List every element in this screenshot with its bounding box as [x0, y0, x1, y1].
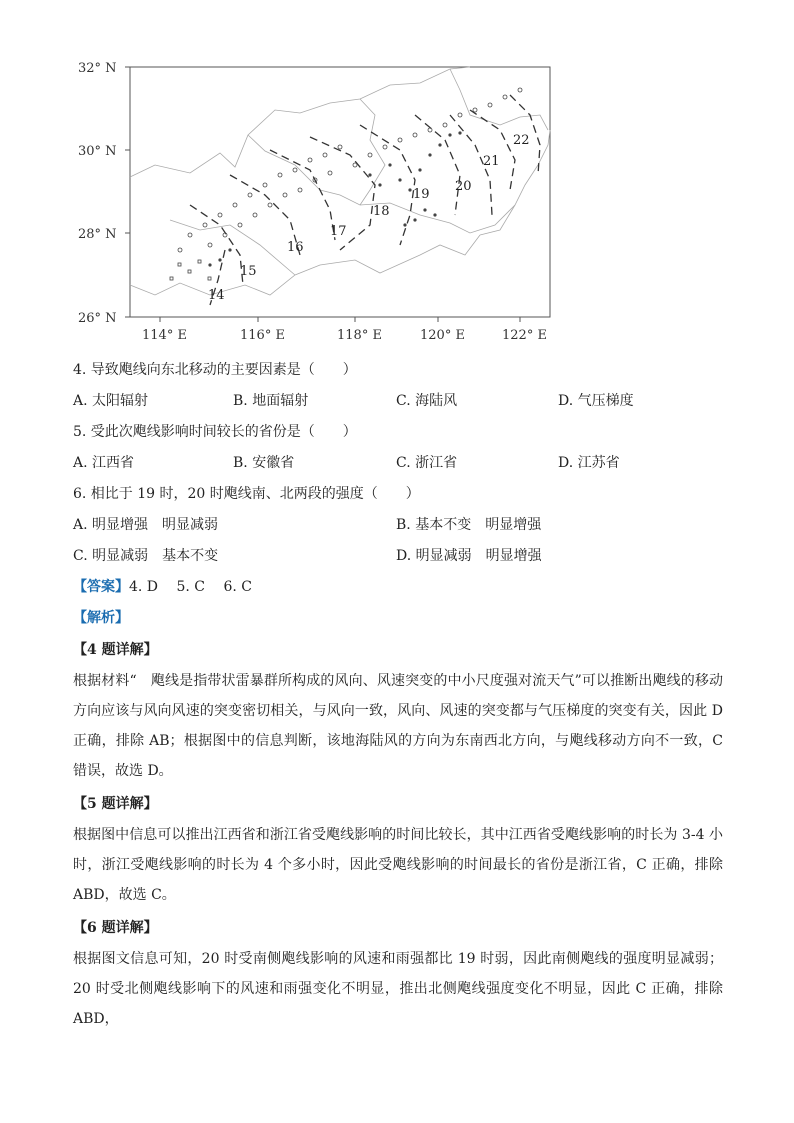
q5-stem: 5. 受此次飑线影响时间较长的省份是（ ）	[73, 424, 357, 440]
lat-label: 32° N	[78, 61, 117, 76]
lat-label: 28° N	[78, 227, 117, 242]
lat-label: 30° N	[78, 144, 117, 159]
answer-line	[73, 577, 252, 597]
contour-label: 16	[287, 240, 304, 255]
map-frame	[130, 67, 550, 317]
detail-4-text: 根据材料“ 飑线是指带状雷暴群所构成的风向、风速突变的中小尺度强对流天气”可以推断出飑线的移动方向应该与风向风速的突变密切相关，与风向一致，风向、风速的突变都与气压梯度的突变有关，因此 D 正确，排除 AB；根据图中的信息判断，该地海陆风的方向为东南西北方向，与飑线移动方向不一致，C 错误，故选 D。	[73, 673, 723, 779]
q5-option-d: D. 江苏省	[558, 455, 620, 471]
q5-option-c: C. 浙江省	[396, 455, 458, 471]
answer-text: 4. D 5. C 6. C	[129, 579, 252, 595]
contour-label: 17	[330, 224, 347, 239]
map-svg	[70, 55, 560, 350]
q6-option-a: A. 明显增强 明显减弱	[73, 517, 219, 533]
contour-label: 20	[455, 179, 472, 194]
detail-6-title: 【6 题详解】	[73, 920, 158, 936]
q4-option-a: A. 太阳辐射	[73, 393, 149, 409]
answer-label: 【答案】	[73, 579, 129, 595]
detail-5-title: 【5 题详解】	[73, 796, 158, 812]
lon-label: 122° E	[502, 328, 547, 343]
q6-stem: 6. 相比于 19 时，20 时飑线南、北两段的强度（ ）	[73, 486, 420, 502]
analysis-label: 【解析】	[73, 610, 129, 626]
detail-4-title: 【4 题详解】	[73, 642, 158, 658]
contour-label: 21	[483, 154, 500, 169]
q4-option-d: D. 气压梯度	[558, 393, 634, 409]
contour-label: 14	[208, 288, 225, 303]
isochrone-map-figure	[70, 55, 560, 350]
q4-stem: 4. 导致飑线向东北移动的主要因素是（ ）	[73, 362, 357, 378]
detail-6-text: 根据图文信息可知，20 时受南侧飑线影响的风速和雨强都比 19 时弱，因此南侧飑线的强度明显减弱；20 时受北侧飑线影响下的风速和雨强变化不明显，推出北侧飑线强度变化不明显，因此 C 正确，排除 ABD，	[73, 951, 723, 1027]
detail-5-text: 根据图中信息可以推出江西省和浙江省受飑线影响的时间比较长，其中江西省受飑线影响的时长为 3-4 小时，浙江受飑线影响的时长为 4 个多小时，因此受飑线影响的时间最长的省份是浙江省，C 正确，排除 ABD，故选 C。	[73, 827, 723, 903]
contour-label: 22	[513, 133, 530, 148]
lon-label: 114° E	[142, 328, 187, 343]
q4-option-b: B. 地面辐射	[233, 393, 309, 409]
lon-label: 120° E	[420, 328, 465, 343]
contour-label: 19	[413, 187, 430, 202]
contour-label: 18	[373, 204, 390, 219]
contour-label: 15	[240, 264, 257, 279]
q6-option-d: D. 明显减弱 明显增强	[396, 548, 542, 564]
q5-option-a: A. 江西省	[73, 455, 135, 471]
q6-option-c: C. 明显减弱 基本不变	[73, 548, 219, 564]
q5-option-b: B. 安徽省	[233, 455, 295, 471]
lat-label: 26° N	[78, 311, 117, 326]
lon-label: 118° E	[337, 328, 382, 343]
q6-option-b: B. 基本不变 明显增强	[396, 517, 542, 533]
q4-option-c: C. 海陆风	[396, 393, 458, 409]
lon-label: 116° E	[240, 328, 285, 343]
